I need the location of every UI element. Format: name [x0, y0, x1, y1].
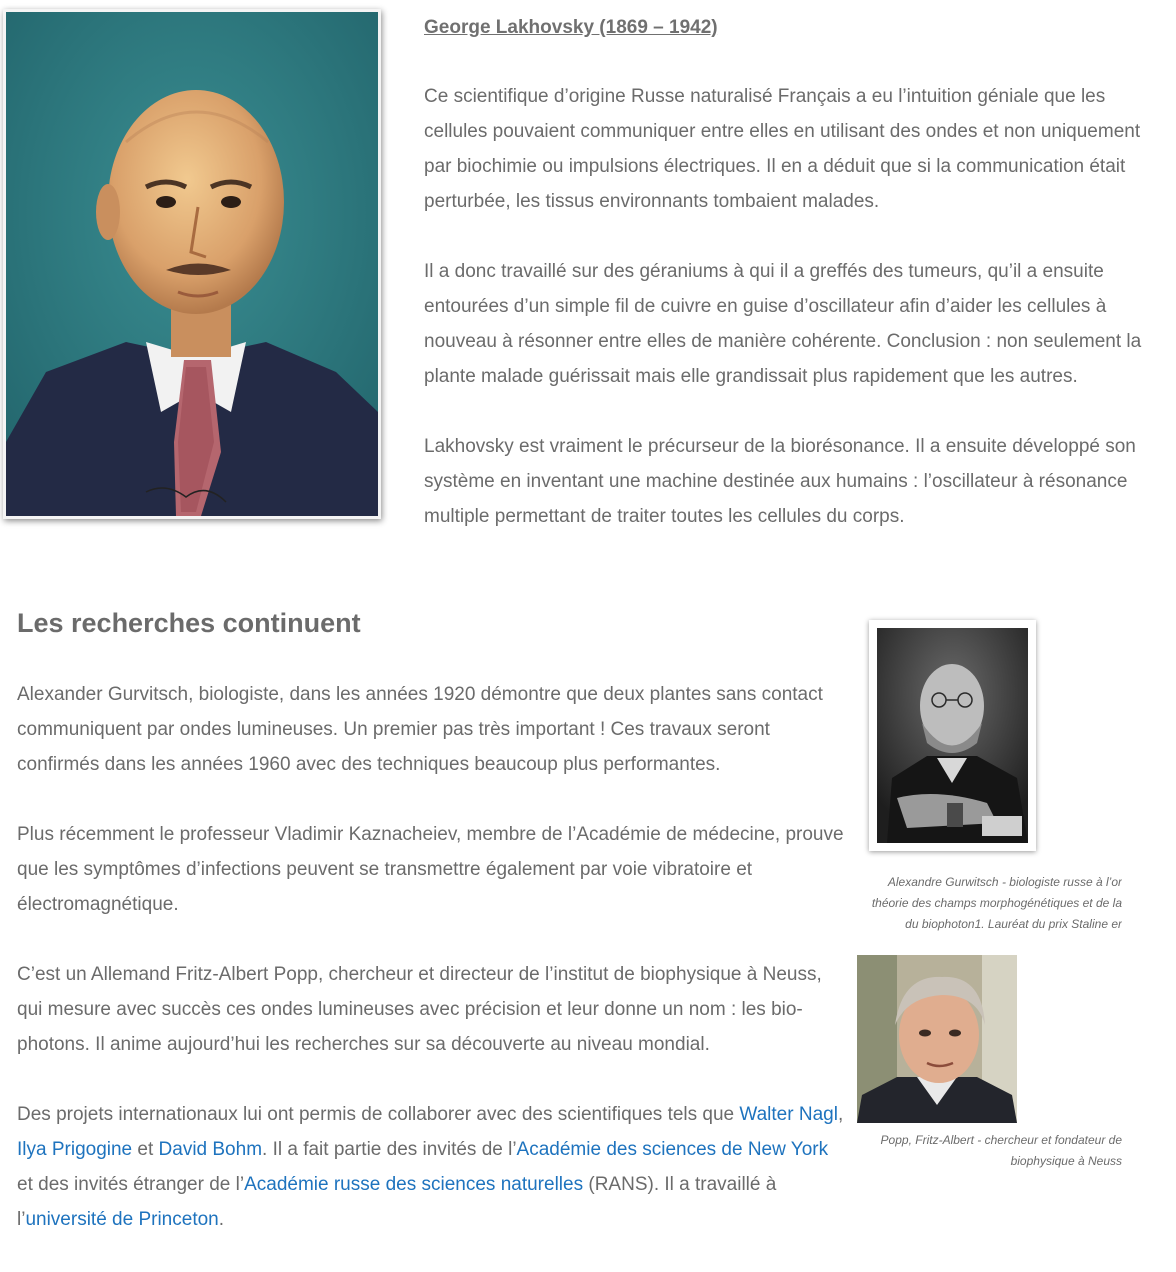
- caption-line: théorie des champs morphogénétiques et de la: [871, 896, 1122, 910]
- research-paragraph-4: [17, 1097, 847, 1237]
- link-david-bohm[interactable]: David Bohm: [158, 1139, 263, 1160]
- intro-paragraph-1: Ce scientifique d’origine Russe naturalisé Français a eu l’intuition géniale que les cellules pouvaient communiquer entre elles en utilisant des ondes et non uniquement par biochimie ou impulsions électriques. Il en a déduit que si la communication était perturbée, les tissus environnants tombaient malades.: [424, 86, 1141, 212]
- section-heading: Les recherches continuent: [17, 608, 361, 638]
- intro-paragraph-2: Il a donc travaillé sur des géraniums à qui il a greffés des tumeurs, qu’il a ensuite entourées d’un simple fil de cuivre en guise d’oscillateur afin d’aider les cellules à nouveau à résonner entre elles de manière cohérente. Conclusion : non seulement la plante malade guérissait mais elle grandissait plus rapidement que les autres.: [424, 261, 1142, 387]
- research-paragraph-2: Plus récemment le professeur Vladimir Kaznacheiev, membre de l’Académie de médecine, prouve que les symptômes d’infections peuvent se transmettre également par voie vibratoire et électromagnétique.: [17, 824, 844, 915]
- intro-paragraph-3: Lakhovsky est vraiment le précurseur de la biorésonance. Il a ensuite développé son système en inventant une machine destinée aux humains : l’oscillateur à résonance multiple permettant de traiter toutes les cellules du corps.: [424, 436, 1136, 527]
- lakhovsky-portrait-image: [6, 12, 378, 516]
- caption-line: Alexandre Gurwitsch - biologiste russe à l’or: [887, 875, 1122, 889]
- link-walter-nagl[interactable]: Walter Nagl: [739, 1104, 838, 1125]
- gurwitsch-photo-image: [877, 628, 1028, 843]
- gurwitsch-photo: [869, 620, 1036, 851]
- text-segment: et: [132, 1139, 159, 1160]
- research-paragraph-1: Alexander Gurvitsch, biologiste, dans les années 1920 démontre que deux plantes sans contact communiquent par ondes lumineuses. Un premier pas très important ! Ces travaux seront confirmés dans les années 1960 avec des techniques beaucoup plus performantes.: [17, 684, 823, 775]
- link-princeton[interactable]: université de Princeton: [25, 1209, 219, 1230]
- caption-line: du biophoton1. Lauréat du prix Staline er: [905, 917, 1122, 931]
- popp-photo: [857, 955, 1017, 1123]
- research-section: [17, 600, 847, 1272]
- text-segment: Des projets internationaux lui ont permis de collaborer avec des scientifiques tels que: [17, 1104, 740, 1125]
- lakhovsky-portrait: [3, 9, 381, 519]
- text-segment: ,: [837, 1104, 844, 1125]
- text-segment: (RANS). Il a travaillé à l’: [17, 1174, 777, 1230]
- link-ilya-prigogine[interactable]: Ilya Prigogine: [17, 1139, 133, 1160]
- caption-line: biophysique à Neuss: [1010, 1154, 1122, 1168]
- link-academie-russe[interactable]: Académie russe des sciences naturelles: [244, 1174, 584, 1195]
- caption-line: Popp, Fritz-Albert - chercheur et fondateur de: [880, 1133, 1122, 1147]
- lakhovsky-heading: George Lakhovsky (1869 – 1942): [424, 17, 718, 38]
- text-segment: .: [218, 1209, 225, 1230]
- gurwitsch-caption: [840, 872, 1122, 935]
- popp-photo-image: [857, 955, 1017, 1123]
- link-academie-new-york[interactable]: Académie des sciences de New York: [516, 1139, 829, 1160]
- intro-block: [424, 10, 1144, 569]
- research-paragraph-3: C’est un Allemand Fritz-Albert Popp, chercheur et directeur de l’institut de biophysique à Neuss, qui mesure avec succès ces ondes lumineuses avec précision et leur donne un nom : les bio-photons. Il anime aujourd’hui les recherches sur sa découverte au niveau mondial.: [17, 964, 822, 1055]
- text-segment: . Il a fait partie des invités de l’: [262, 1139, 517, 1160]
- popp-caption: [840, 1130, 1122, 1172]
- text-segment: et des invités étranger de l’: [17, 1174, 245, 1195]
